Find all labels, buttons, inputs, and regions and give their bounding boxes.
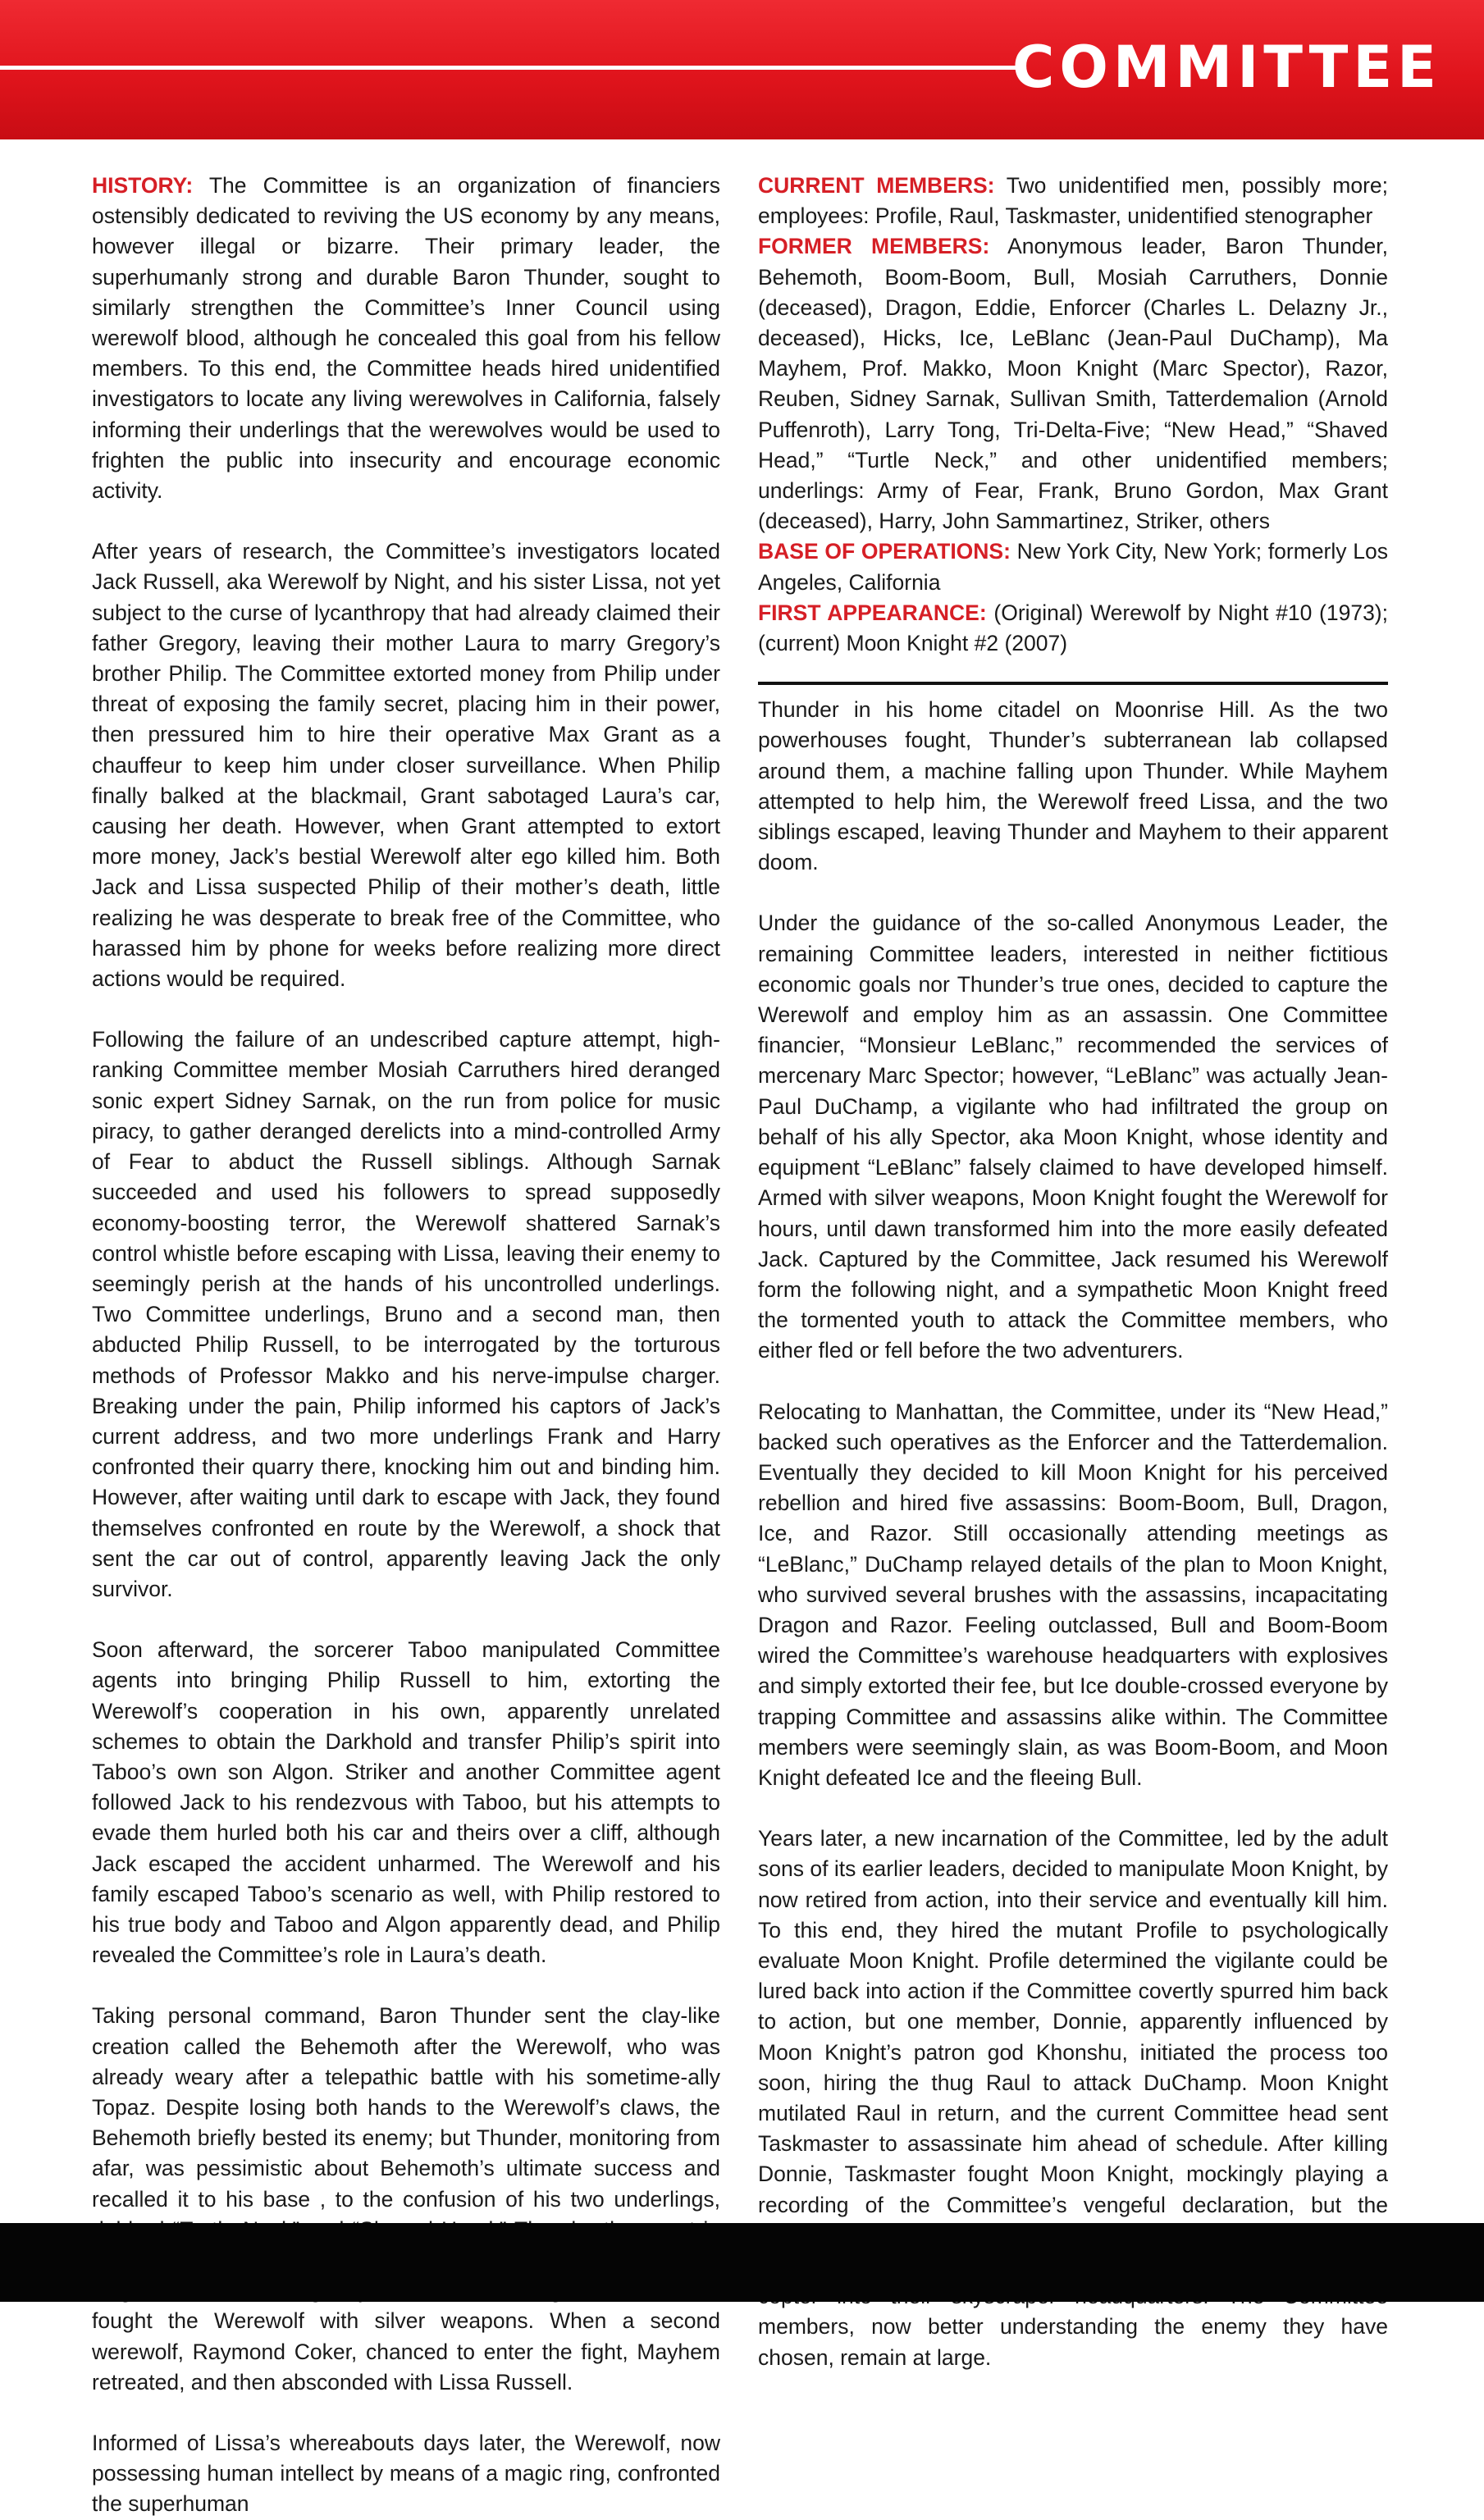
history-paragraph <box>92 171 720 506</box>
body-paragraph: After years of research, the Committee’s investigators located Jack Russell, aka Werewolf by Night, and his sister Lissa, not yet subject to the curse of lycanthropy that had already claimed their father Gregory, leaving their mother Laura to marry Gregory’s brother Philip. The Committee extorted money from Philip under threat of exposing the family secret, placing him in their power, then pressured him to hire their operative Max Grant as a chauffeur to keep him under closer surveillance. When Philip finally balked at the blackmail, Grant sabotaged Laura’s car, causing her death. However, when Grant attempted to extort more money, Jack’s bestial Werewolf alter ego killed him. Both Jack and Lissa suspected Philip of their mother’s death, little realizing he was desperate to break free of the Committee, who harassed him by phone for weeks before realizing more direct actions would be required. <box>92 539 720 992</box>
header-rule <box>0 66 1021 70</box>
current-members-label: CURRENT MEMBERS: <box>758 173 995 198</box>
first-appearance-label: FIRST APPEARANCE: <box>758 600 987 625</box>
base-of-operations <box>758 536 1388 597</box>
right-column <box>758 171 1388 2373</box>
body-paragraph: Thunder in his home citadel on Moonrise Hill. As the two powerhouses fought, Thunder’s subterranean lab collapsed around them, a machine falling upon Thunder. While Mayhem attempted to help him, the Werewolf freed Lissa, and the two siblings escaped, leaving Thunder and Mayhem to their apparent doom. <box>758 697 1388 875</box>
base-label: BASE OF OPERATIONS: <box>758 539 1011 564</box>
body-paragraph: Taking personal command, Baron Thunder sent the clay-like creation called the Behemoth after the Werewolf, who was already weary after a telepathic battle with his sometime-ally Topaz. Despite losing both hands to the Werewolf’s claws, the Behemoth briefly bested its enemy; but Thunder, monitoring from afar, was pessimistic about Behemoth’s ultimate success and recalled it to his base , to the confusion of his two underlings, fought the Werewolf with silver weapons. When a second werewolf, Raymond Coker, chanced to enter the fight, Mayhem retreated, and then absconded with Lissa Russell. <box>92 2003 720 2394</box>
history-text: The Committee is an organization of financiers ostensibly dedicated to reviving the US economy by any means, however illegal or bizarre. Their primary leader, the superhumanly strong and durable Baron Thunder, sought to similarly strengthen the Committee’s Inner Council using werewolf blood, although he concealed this goal from his fellow members. To this end, the Committee heads hired unidentified investigators to locate any living werewolves in California, falsely informing their underlings that the werewolves would be used to frighten the public into insecurity and encourage economic activity. <box>92 173 720 504</box>
info-box <box>758 171 1388 659</box>
former-members-label: FORMER MEMBERS: <box>758 234 990 259</box>
base-text: New York City, New York; formerly Los Angeles, California <box>758 539 1388 595</box>
body-paragraph: Informed of Lissa’s whereabouts days later, the Werewolf, now possessing human intellect by means of a magic ring, confronted the superhuman <box>92 2431 720 2517</box>
header-banner <box>0 0 1484 139</box>
footer-bar <box>0 2223 1484 2302</box>
current-members-text: Two unidentified men, possibly more; employees: Profile, Raul, Taskmaster, unidentified stenographer <box>758 173 1389 229</box>
body-paragraph: Years later, a new incarnation of the Committee, led by the adult sons of its earlier leaders, decided to manipulate Moon Knight, by now retired from action, into their service and eventually kill him. To this end, they hired the mutant Profile to psychologically evaluate Moon Knight. Profile determined the vigilante could be lured back into action if the Committee covertly spurred him back to action, but one member, Donnie, apparently influenced by Moon Knight’s patron god Khonshu, initiated the process too soon, hiring the thug Raul to attack DuChamp. Moon Knight mutilated Raul in return, and the current Committee head sent Taskmaster to assassinate him ahead of schedule. After killing Donnie, Taskmaster fought Moon Knight, mockingly playing a recording of the Committee’s vengeful declaration, but the members, now better understanding the enemy they have chosen, remain at large. <box>758 1826 1388 2370</box>
former-members <box>758 231 1388 536</box>
body-paragraph: Relocating to Manhattan, the Committee, under its “New Head,” backed such operatives as the Enforcer and the Tatterdemalion. Eventually they decided to kill Moon Knight for his perceived rebellion and hired five assassins: Boom-Boom, Bull, Dragon, Ice, and Razor. Still occasionally attending meetings as “LeBlanc,” DuChamp relayed details of the plan to Moon Knight, who survived several brushes with the assassins, incapacitating Dragon and Razor. Feeling outclassed, Bull and Boom-Boom wired the Committee’s warehouse headquarters with explosives and simply extorted their fee, but Ice double-crossed everyone by trapping Committee and assassins alike within. The Committee members were seemingly slain, as was Boom-Boom, and Moon Knight defeated Ice and the fleeing Bull. <box>758 1399 1388 1790</box>
history-label: HISTORY: <box>92 173 194 198</box>
left-column <box>92 171 720 2520</box>
first-appearance-text: (Original) Werewolf by Night #10 (1973); (current) Moon Knight #2 (2007) <box>758 600 1388 656</box>
first-appearance <box>758 598 1388 659</box>
body-paragraph: Soon afterward, the sorcerer Taboo manipulated Committee agents into bringing Philip Russell to him, extorting the Werewolf’s cooperation in his own, apparently unrelated schemes to obtain the Darkhold and transfer Philip’s spirit into Taboo’s own son Algon. Striker and another Committee agent followed Jack to his rendezvous with Taboo, but his attempts to evade them hurled both his car and theirs over a cliff, although Jack escaped the accident unharmed. The Werewolf and his family escaped Taboo’s scenario as well, with Philip restored to his true body and Taboo and Algon apparently dead, and Philip revealed the Committee’s role in Laura’s death. <box>92 1637 720 1968</box>
body-paragraph: Under the guidance of the so-called Anonymous Leader, the remaining Committee leaders, interested in neither fictitious economic goals nor Thunder’s true ones, decided to capture the Werewolf and employ him as an assassin. One Committee financier, “Monsieur LeBlanc,” recommended the services of mercenary Marc Spector; however, “LeBlanc” was actually Jean-Paul DuChamp, a vigilante who had infiltrated the group on behalf of his ally Spector, aka Moon Knight, whose identity and equipment “LeBlanc” falsely claimed to have developed himself. Armed with silver weapons, Moon Knight fought the Werewolf for hours, until dawn transformed him into the more easily defeated Jack. Captured by the Committee, Jack resumed his Werewolf form the following night, and a sympathetic Moon Knight freed the tormented youth to attack the Committee members, who either fled or fell before the two adventurers. <box>758 911 1388 1363</box>
section-divider <box>758 682 1388 685</box>
former-members-text: Anonymous leader, Baron Thunder, Behemoth, Boom-Boom, Bull, Mosiah Carruthers, Donnie (deceased), Dragon, Eddie, Enforcer (Charles L. Delazny Jr., deceased), Hicks, Ice, LeBlanc (Jean-Paul DuChamp), Ma Mayhem, Prof. Makko, Moon Knight (Marc Spector), Razor, Reuben, Sidney Sarnak, Sullivan Smith, Tatterdemalion (Arnold Puffenroth), Larry Tong, Tri-Delta-Five; “New Head,” “Shaved Head,” “Turtle Neck,” and other unidentified members; underlings: Army of Fear, Frank, Bruno Gordon, Max Grant (deceased), Harry, John Sammartinez, Striker, others <box>758 234 1389 534</box>
page-title: COMMITTEE <box>1012 34 1441 101</box>
body-paragraph: Following the failure of an undescribed capture attempt, high-ranking Committee member Mosiah Carruthers hired deranged sonic expert Sidney Sarnak, on the run from police for music piracy, to gather deranged derelicts into a mind-controlled Army of Fear to abduct the Russell siblings. Although Sarnak succeeded and used his followers to spread supposedly economy-boosting terror, the Werewolf shattered Sarnak’s control whistle before escaping with Lissa, leaving their enemy to seemingly perish at the hands of his uncontrolled underlings. Two Committee underlings, Bruno and a second man, then abducted Philip Russell, to be interrogated by the torturous methods of Professor Makko and his nerve-impulse charger. Breaking under the pain, Philip informed his captors of Jack’s current address, and two more underlings Frank and Harry confronted their quarry there, knocking him out and binding him. However, after waiting until dark to escape with Jack, they found themselves confronted en route by the Werewolf, a shock that sent the car out of control, apparently leaving Jack the only survivor. <box>92 1027 720 1601</box>
current-members <box>758 171 1388 231</box>
